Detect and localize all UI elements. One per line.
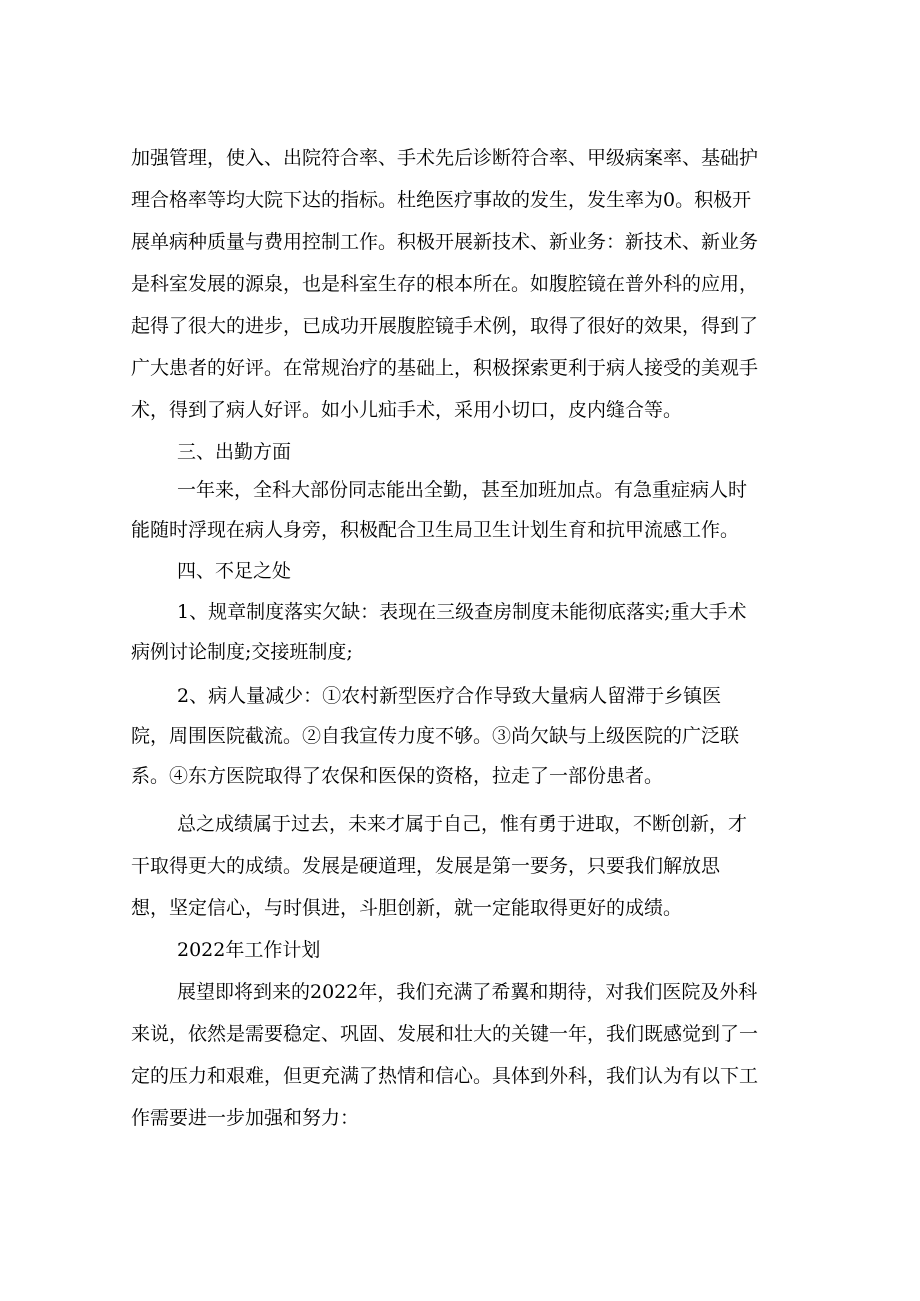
- section-heading-shortcomings: 四、不足之处: [177, 560, 292, 582]
- text-line-14: 2、病人量减少：①农村新型医疗合作导致大量病人留滞于乡镇医: [177, 685, 722, 707]
- text-line-22: 来说，依然是需要稳定、巩固、发展和壮大的关键一年，我们既感觉到了一: [131, 1023, 759, 1045]
- text-line-2: 理合格率等均大院下达的指标。杜绝医疗事故的发生，发生率为0。积极开: [131, 189, 752, 211]
- text-line-21: 展望即将到来的2022年，我们充满了希翼和期待，对我们医院及外科: [177, 981, 758, 1003]
- text-line-4: 是科室发展的源泉，也是科室生存的根本所在。如腹腔镜在普外科的应用，: [131, 273, 759, 295]
- text-line-5: 起得了很大的进步，已成功开展腹腔镜手术例，取得了很好的效果，得到了: [131, 315, 759, 337]
- text-line-9: 一年来，全科大部份同志能出全勤，甚至加班加点。有急重症病人时: [177, 479, 748, 501]
- text-line-17: 总之成绩属于过去，未来才属于自己，惟有勇于进取，不断创新，才: [177, 813, 748, 835]
- text-line-16: 系。④东方医院取得了农保和医保的资格，拉走了一部份患者。: [131, 765, 664, 787]
- text-line-6: 广大患者的好评。在常规治疗的基础上，积极探索更利于病人接受的美观手: [131, 357, 759, 379]
- text-line-1: 加强管理，使入、出院符合率、手术先后诊断符合率、甲级病案率、基础护: [131, 147, 759, 169]
- text-line-24: 作需要进一步加强和努力：: [131, 1107, 360, 1129]
- text-line-18: 干取得更大的成绩。发展是硬道理，发展是第一要务，只要我们解放思: [131, 855, 721, 877]
- section-heading-attendance: 三、出勤方面: [177, 441, 292, 463]
- text-line-19: 想，坚定信心，与时俱进，斗胆创新，就一定能取得更好的成绩。: [131, 897, 683, 919]
- text-line-10: 能随时浮现在病人身旁，积极配合卫生局卫生计划生育和抗甲流感工作。: [131, 519, 740, 541]
- text-line-3: 展单病种质量与费用控制工作。积极开展新技术、新业务：新技术、新业务: [131, 231, 759, 253]
- text-line-13: 病例讨论制度;交接班制度;: [131, 641, 353, 663]
- text-line-12: 1、规章制度落实欠缺：表现在三级查房制度未能彻底落实;重大手术: [177, 601, 747, 623]
- section-heading-work-plan: 2022年工作计划: [177, 939, 321, 961]
- text-line-7: 术，得到了病人好评。如小儿疝手术，采用小切口，皮内缝合等。: [131, 399, 683, 421]
- text-line-23: 定的压力和艰难，但更充满了热情和信心。具体到外科，我们认为有以下工: [131, 1065, 759, 1087]
- text-line-15: 院，周围医院截流。②自我宣传力度不够。③尚欠缺与上级医院的广泛联: [131, 725, 740, 747]
